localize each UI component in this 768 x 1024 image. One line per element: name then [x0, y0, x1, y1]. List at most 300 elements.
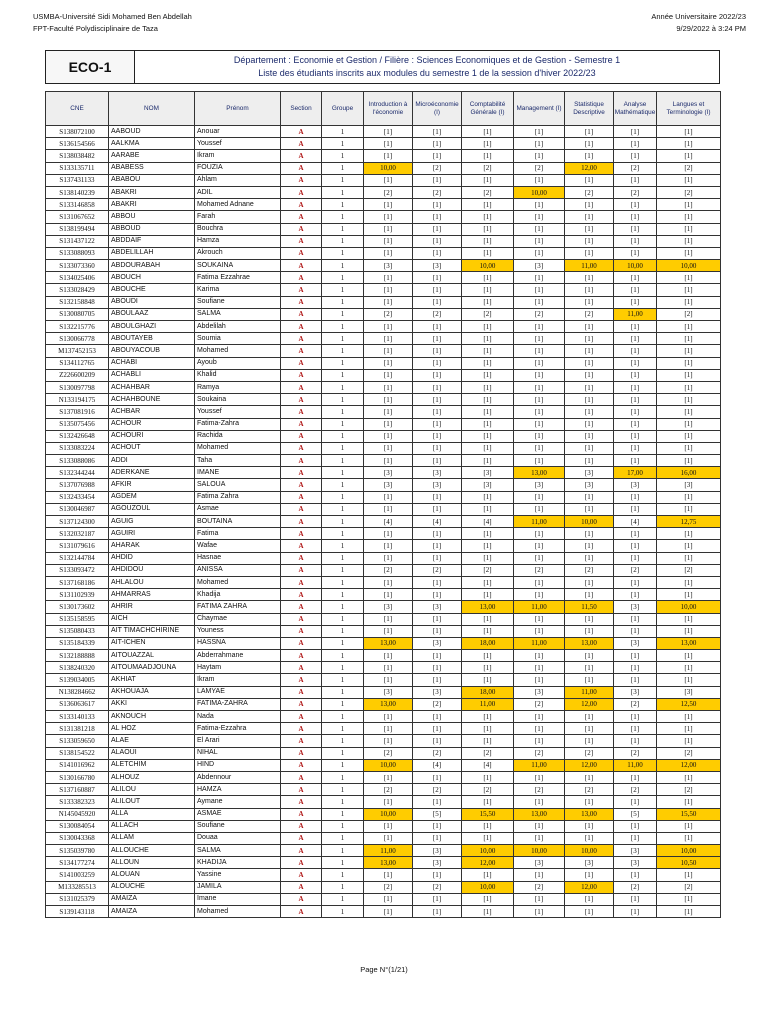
table-cell: 1: [322, 576, 364, 588]
table-cell: [3]: [413, 857, 462, 869]
table-cell: A: [281, 296, 322, 308]
table-cell: 10,00: [565, 516, 614, 528]
table-cell: El Arari: [195, 735, 281, 747]
table-cell: [1]: [565, 723, 614, 735]
table-cell: AIT-ICHEN: [109, 637, 195, 649]
table-cell: BOUTAINA: [195, 516, 281, 528]
column-header: Langues et Terminologie (I): [657, 92, 721, 126]
table-cell: [1]: [462, 223, 514, 235]
table-cell: 12,50: [657, 698, 721, 710]
table-cell: [1]: [462, 357, 514, 369]
table-cell: 1: [322, 186, 364, 198]
table-cell: 10,00: [514, 845, 565, 857]
table-cell: [1]: [565, 589, 614, 601]
table-cell: [3]: [614, 686, 657, 698]
table-cell: S130080705: [46, 308, 109, 320]
table-cell: [3]: [462, 467, 514, 479]
table-cell: 13,00: [364, 857, 413, 869]
table-cell: AKHOUAJA: [109, 686, 195, 698]
table-cell: [1]: [657, 625, 721, 637]
table-cell: 10,00: [364, 759, 413, 771]
table-cell: 1: [322, 308, 364, 320]
table-cell: S138240320: [46, 662, 109, 674]
table-cell: 1: [322, 333, 364, 345]
table-cell: Farah: [195, 211, 281, 223]
table-cell: [1]: [462, 235, 514, 247]
table-cell: 13,00: [364, 698, 413, 710]
table-cell: S141016962: [46, 759, 109, 771]
table-cell: [1]: [565, 369, 614, 381]
table-cell: [1]: [657, 662, 721, 674]
table-cell: 1: [322, 650, 364, 662]
table-cell: ADERKANE: [109, 467, 195, 479]
table-row: [46, 357, 721, 369]
table-cell: [4]: [462, 516, 514, 528]
table-cell: [1]: [364, 150, 413, 162]
table-cell: [3]: [462, 479, 514, 491]
table-cell: [1]: [364, 223, 413, 235]
table-cell: S132188888: [46, 650, 109, 662]
table-cell: [1]: [565, 711, 614, 723]
table-cell: [1]: [565, 381, 614, 393]
table-cell: [1]: [657, 381, 721, 393]
table-cell: [1]: [514, 369, 565, 381]
table-cell: KHADIJA: [195, 857, 281, 869]
table-cell: [3]: [614, 637, 657, 649]
table-cell: [1]: [614, 150, 657, 162]
table-cell: [2]: [614, 698, 657, 710]
table-cell: Bouchra: [195, 223, 281, 235]
table-cell: N133194175: [46, 394, 109, 406]
table-cell: 1: [322, 674, 364, 686]
table-cell: AHLALOU: [109, 576, 195, 588]
table-cell: [1]: [413, 296, 462, 308]
table-row: [46, 491, 721, 503]
table-cell: [1]: [514, 174, 565, 186]
table-cell: [1]: [462, 284, 514, 296]
table-cell: [3]: [413, 479, 462, 491]
table-cell: [2]: [413, 564, 462, 576]
table-cell: [1]: [657, 357, 721, 369]
table-cell: 10,00: [614, 260, 657, 272]
table-cell: S133088086: [46, 455, 109, 467]
academic-year: Année Universitaire 2022/23: [651, 12, 746, 21]
table-cell: Ayoub: [195, 357, 281, 369]
table-cell: ABAKRI: [109, 199, 195, 211]
table-cell: [1]: [462, 723, 514, 735]
table-cell: [1]: [565, 503, 614, 515]
table-cell: Taha: [195, 455, 281, 467]
table-cell: A: [281, 321, 322, 333]
table-cell: AABOUD: [109, 126, 195, 138]
table-cell: HIND: [195, 759, 281, 771]
table-cell: [3]: [614, 601, 657, 613]
table-cell: 1: [322, 662, 364, 674]
table-cell: AHDID: [109, 552, 195, 564]
table-cell: [2]: [565, 564, 614, 576]
table-cell: S134177274: [46, 857, 109, 869]
table-row: [46, 247, 721, 259]
table-cell: [1]: [514, 771, 565, 783]
table-row: [46, 333, 721, 345]
table-cell: [1]: [514, 893, 565, 905]
table-cell: [1]: [462, 613, 514, 625]
table-cell: [2]: [514, 881, 565, 893]
table-cell: A: [281, 150, 322, 162]
table-cell: [2]: [462, 564, 514, 576]
table-cell: S135158595: [46, 613, 109, 625]
column-header: Statistique Descriptive: [565, 92, 614, 126]
table-cell: [1]: [614, 211, 657, 223]
table-cell: [2]: [614, 881, 657, 893]
table-cell: [1]: [614, 893, 657, 905]
table-row: [46, 820, 721, 832]
table-cell: [1]: [413, 223, 462, 235]
table-cell: Mohamed: [195, 345, 281, 357]
table-cell: [3]: [413, 637, 462, 649]
table-cell: Imane: [195, 893, 281, 905]
table-cell: [1]: [413, 723, 462, 735]
table-cell: [1]: [462, 150, 514, 162]
table-cell: [1]: [614, 272, 657, 284]
table-cell: 1: [322, 321, 364, 333]
table-cell: A: [281, 820, 322, 832]
table-cell: [1]: [514, 613, 565, 625]
table-cell: ALILOUT: [109, 796, 195, 808]
column-header: Section: [281, 92, 322, 126]
table-cell: A: [281, 442, 322, 454]
table-cell: [1]: [565, 272, 614, 284]
table-cell: S134025406: [46, 272, 109, 284]
table-cell: Fatima Zahra: [195, 491, 281, 503]
table-cell: [3]: [413, 845, 462, 857]
title-lines: [135, 51, 719, 83]
table-cell: A: [281, 247, 322, 259]
table-cell: 10,00: [462, 260, 514, 272]
table-cell: [1]: [657, 613, 721, 625]
table-row: [46, 394, 721, 406]
table-cell: AL HOZ: [109, 723, 195, 735]
table-cell: [1]: [657, 528, 721, 540]
table-cell: A: [281, 138, 322, 150]
table-cell: [1]: [514, 625, 565, 637]
table-cell: ALLACH: [109, 820, 195, 832]
table-cell: S131437122: [46, 235, 109, 247]
table-cell: [2]: [413, 162, 462, 174]
table-cell: [1]: [413, 138, 462, 150]
table-cell: [1]: [462, 247, 514, 259]
table-cell: [1]: [614, 369, 657, 381]
table-cell: [1]: [657, 284, 721, 296]
table-cell: [1]: [657, 235, 721, 247]
table-cell: Akrouch: [195, 247, 281, 259]
table-cell: ACHAHBAR: [109, 381, 195, 393]
table-cell: AARABE: [109, 150, 195, 162]
table-cell: S132158848: [46, 296, 109, 308]
table-cell: 1: [322, 698, 364, 710]
table-cell: [1]: [614, 455, 657, 467]
table-cell: [1]: [514, 126, 565, 138]
table-cell: [1]: [462, 272, 514, 284]
table-cell: [1]: [565, 321, 614, 333]
table-cell: [1]: [364, 418, 413, 430]
table-cell: A: [281, 698, 322, 710]
table-cell: 15,50: [462, 808, 514, 820]
table-row: [46, 199, 721, 211]
table-cell: 11,00: [565, 260, 614, 272]
table-cell: S135080433: [46, 625, 109, 637]
table-row: [46, 272, 721, 284]
table-cell: [2]: [413, 784, 462, 796]
table-cell: [4]: [462, 759, 514, 771]
table-cell: [1]: [514, 345, 565, 357]
table-cell: [1]: [364, 552, 413, 564]
table-cell: S139143118: [46, 906, 109, 918]
table-cell: 1: [322, 442, 364, 454]
table-cell: N145045920: [46, 808, 109, 820]
table-cell: S130043368: [46, 832, 109, 844]
table-cell: 12,75: [657, 516, 721, 528]
table-cell: [1]: [413, 552, 462, 564]
table-cell: [1]: [565, 345, 614, 357]
table-cell: [1]: [413, 126, 462, 138]
table-cell: Mohamed Adnane: [195, 199, 281, 211]
table-cell: [1]: [364, 613, 413, 625]
table-cell: [1]: [413, 381, 462, 393]
table-cell: 1: [322, 223, 364, 235]
table-cell: 11,00: [462, 698, 514, 710]
table-cell: N138284662: [46, 686, 109, 698]
table-cell: Khalid: [195, 369, 281, 381]
table-row: [46, 455, 721, 467]
table-cell: 12,00: [565, 162, 614, 174]
table-cell: A: [281, 589, 322, 601]
table-cell: 1: [322, 723, 364, 735]
table-cell: [1]: [514, 906, 565, 918]
table-cell: [1]: [657, 674, 721, 686]
table-cell: [1]: [364, 406, 413, 418]
table-cell: [1]: [657, 820, 721, 832]
table-cell: 13,00: [462, 601, 514, 613]
table-cell: AMAIZA: [109, 893, 195, 905]
table-cell: [1]: [364, 235, 413, 247]
table-cell: Ikram: [195, 150, 281, 162]
table-cell: 1: [322, 369, 364, 381]
table-cell: ABOUCH: [109, 272, 195, 284]
table-cell: [3]: [657, 686, 721, 698]
table-cell: [1]: [413, 150, 462, 162]
table-cell: [4]: [413, 759, 462, 771]
table-row: [46, 540, 721, 552]
table-cell: 1: [322, 491, 364, 503]
table-cell: [2]: [462, 162, 514, 174]
table-cell: AIT TIMACHCHIRINE: [109, 625, 195, 637]
table-cell: A: [281, 345, 322, 357]
table-cell: [2]: [565, 784, 614, 796]
table-cell: Z226600209: [46, 369, 109, 381]
table-cell: [1]: [514, 199, 565, 211]
table-cell: ASMAE: [195, 808, 281, 820]
table-cell: [1]: [413, 613, 462, 625]
table-cell: [1]: [657, 869, 721, 881]
table-row: [46, 260, 721, 272]
table-cell: [2]: [413, 747, 462, 759]
table-cell: 1: [322, 857, 364, 869]
table-cell: [3]: [364, 601, 413, 613]
table-cell: [1]: [514, 869, 565, 881]
table-cell: [1]: [462, 625, 514, 637]
table-row: [46, 759, 721, 771]
table-cell: Soufiane: [195, 296, 281, 308]
table-cell: [1]: [614, 442, 657, 454]
table-cell: AALKMA: [109, 138, 195, 150]
table-cell: AITOUMAADJOUNA: [109, 662, 195, 674]
table-cell: [1]: [657, 576, 721, 588]
table-cell: A: [281, 771, 322, 783]
table-cell: S134112765: [46, 357, 109, 369]
table-row: [46, 406, 721, 418]
table-cell: [1]: [462, 771, 514, 783]
table-row: [46, 893, 721, 905]
table-cell: [3]: [565, 857, 614, 869]
table-cell: A: [281, 211, 322, 223]
table-cell: A: [281, 613, 322, 625]
table-cell: 1: [322, 394, 364, 406]
table-cell: ALAE: [109, 735, 195, 747]
table-cell: SALOUA: [195, 479, 281, 491]
table-cell: [1]: [462, 138, 514, 150]
table-cell: [1]: [413, 430, 462, 442]
table-row: [46, 625, 721, 637]
table-cell: FATIMA-ZAHRA: [195, 698, 281, 710]
table-cell: ABBOU: [109, 211, 195, 223]
table-cell: [1]: [514, 284, 565, 296]
table-row: [46, 674, 721, 686]
table-cell: Youssef: [195, 406, 281, 418]
table-cell: A: [281, 162, 322, 174]
table-cell: [1]: [462, 296, 514, 308]
table-cell: [3]: [364, 479, 413, 491]
table-cell: [1]: [364, 674, 413, 686]
table-cell: [1]: [462, 735, 514, 747]
table-cell: Nada: [195, 711, 281, 723]
table-cell: [1]: [614, 284, 657, 296]
table-cell: A: [281, 516, 322, 528]
table-cell: [1]: [514, 272, 565, 284]
column-header: Management (I): [514, 92, 565, 126]
table-cell: A: [281, 711, 322, 723]
table-cell: ABDELILLAH: [109, 247, 195, 259]
table-cell: [2]: [364, 564, 413, 576]
print-timestamp: 9/29/2022 à 3:24 PM: [676, 24, 746, 33]
table-cell: 1: [322, 759, 364, 771]
table-cell: [1]: [565, 650, 614, 662]
table-cell: [1]: [565, 406, 614, 418]
table-cell: 1: [322, 150, 364, 162]
table-cell: S133382323: [46, 796, 109, 808]
table-cell: Ramya: [195, 381, 281, 393]
table-cell: 10,00: [657, 845, 721, 857]
table-cell: [1]: [614, 540, 657, 552]
table-cell: [1]: [614, 394, 657, 406]
table-cell: S131025379: [46, 893, 109, 905]
table-cell: [3]: [514, 260, 565, 272]
table-cell: Chaymae: [195, 613, 281, 625]
table-row: [46, 832, 721, 844]
table-cell: S137081916: [46, 406, 109, 418]
table-cell: [1]: [657, 223, 721, 235]
table-cell: ACHABI: [109, 357, 195, 369]
table-cell: [1]: [565, 174, 614, 186]
table-cell: [1]: [514, 674, 565, 686]
table-cell: 1: [322, 747, 364, 759]
table-cell: Mohamed: [195, 906, 281, 918]
table-cell: [1]: [413, 576, 462, 588]
table-cell: 10,00: [514, 186, 565, 198]
table-row: [46, 845, 721, 857]
table-cell: [1]: [364, 345, 413, 357]
table-cell: [2]: [462, 308, 514, 320]
table-row: [46, 723, 721, 735]
table-cell: S130173602: [46, 601, 109, 613]
table-cell: [1]: [462, 199, 514, 211]
table-cell: Mohamed: [195, 576, 281, 588]
table-cell: [1]: [462, 540, 514, 552]
table-cell: [2]: [614, 784, 657, 796]
table-row: [46, 637, 721, 649]
table-cell: [1]: [364, 662, 413, 674]
table-cell: [1]: [413, 589, 462, 601]
table-cell: [1]: [364, 503, 413, 515]
table-cell: [2]: [413, 308, 462, 320]
table-cell: [1]: [657, 247, 721, 259]
table-cell: 11,00: [565, 686, 614, 698]
table-cell: A: [281, 906, 322, 918]
table-cell: A: [281, 576, 322, 588]
table-cell: Haytam: [195, 662, 281, 674]
table-cell: [1]: [565, 491, 614, 503]
table-cell: [1]: [364, 138, 413, 150]
table-cell: 10,00: [657, 260, 721, 272]
table-cell: [1]: [614, 418, 657, 430]
table-cell: A: [281, 381, 322, 393]
table-cell: 1: [322, 284, 364, 296]
table-cell: 11,00: [614, 308, 657, 320]
table-cell: [1]: [413, 235, 462, 247]
table-cell: A: [281, 284, 322, 296]
table-cell: 16,00: [657, 467, 721, 479]
table-cell: 12,00: [565, 881, 614, 893]
table-cell: [1]: [565, 625, 614, 637]
table-cell: [1]: [614, 674, 657, 686]
table-cell: [1]: [514, 528, 565, 540]
table-row: [46, 174, 721, 186]
table-row: [46, 284, 721, 296]
table-cell: Abdennour: [195, 771, 281, 783]
table-cell: [4]: [413, 516, 462, 528]
table-cell: JAMILA: [195, 881, 281, 893]
table-row: [46, 321, 721, 333]
table-cell: S133146858: [46, 199, 109, 211]
table-cell: [1]: [364, 296, 413, 308]
table-cell: [2]: [364, 308, 413, 320]
table-cell: [4]: [614, 516, 657, 528]
table-cell: S131067652: [46, 211, 109, 223]
table-cell: Wafae: [195, 540, 281, 552]
table-cell: [1]: [657, 150, 721, 162]
table-cell: [1]: [413, 199, 462, 211]
table-cell: [2]: [514, 564, 565, 576]
